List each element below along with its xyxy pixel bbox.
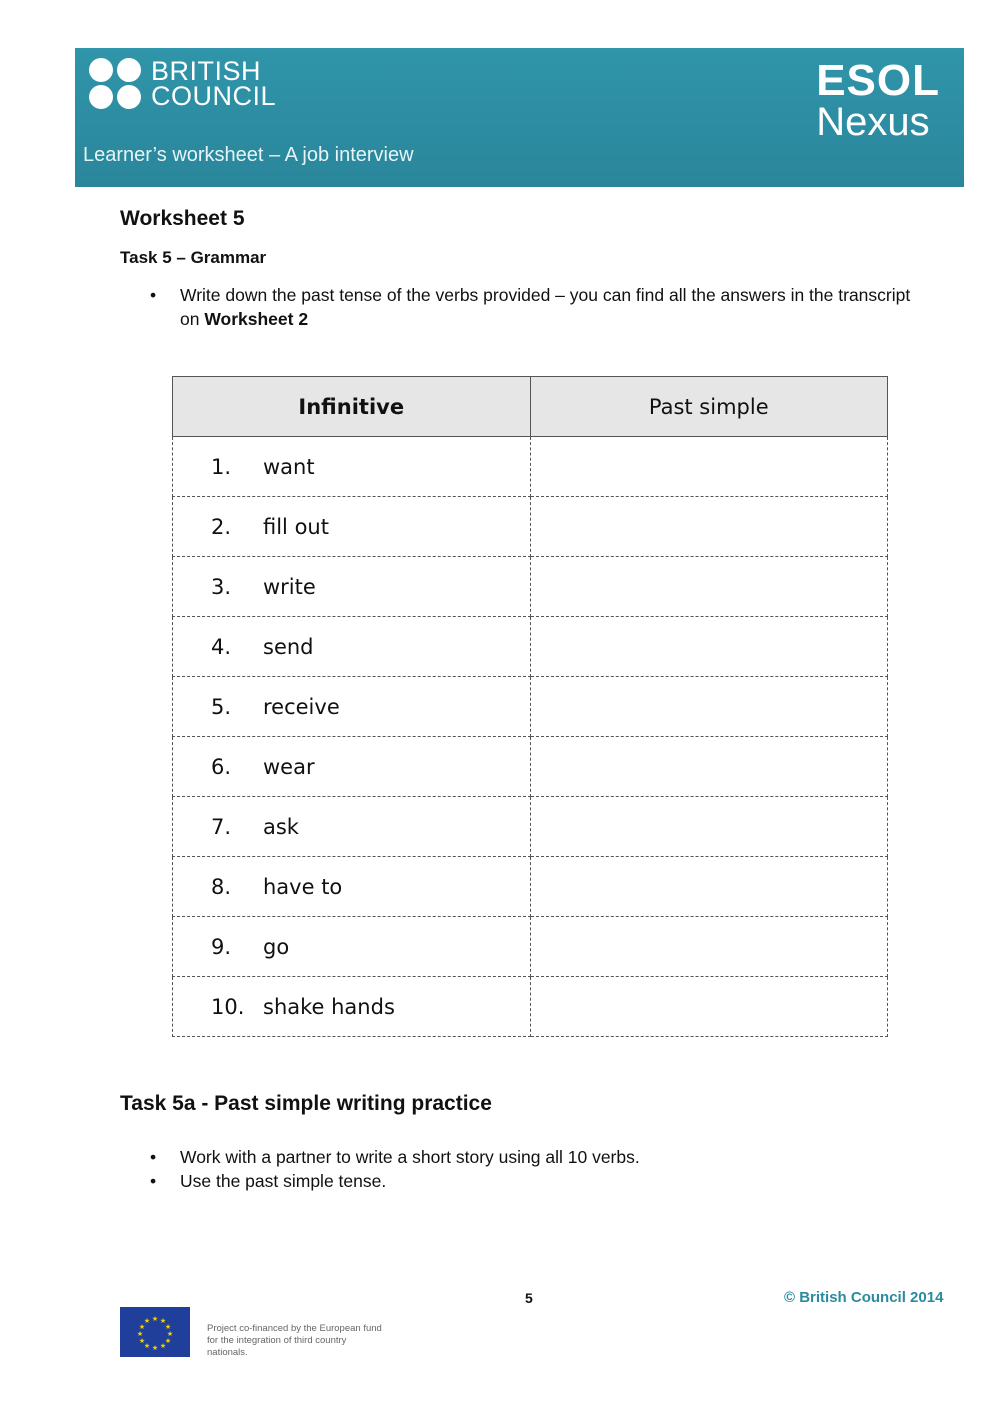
infinitive-cell bbox=[173, 857, 531, 917]
past-simple-answer-cell[interactable] bbox=[530, 737, 888, 797]
row-number: 9. bbox=[211, 934, 232, 959]
table-row bbox=[173, 557, 888, 617]
svg-text:★: ★ bbox=[151, 1344, 159, 1352]
task5-instruction bbox=[150, 283, 920, 331]
svg-text:★: ★ bbox=[138, 1337, 146, 1345]
header-past-simple: Past simple bbox=[530, 377, 888, 437]
row-number: 4. bbox=[211, 634, 232, 659]
past-simple-answer-cell[interactable] bbox=[530, 977, 888, 1037]
past-simple-answer-cell[interactable] bbox=[530, 557, 888, 617]
brand-line-2: COUNCIL bbox=[151, 81, 277, 111]
eu-funding-note: Project co-financed by the European fund for the integration of third country nationals. bbox=[207, 1323, 382, 1358]
past-simple-answer-cell[interactable] bbox=[530, 497, 888, 557]
task5-instructions bbox=[150, 283, 920, 331]
table-header-row bbox=[173, 377, 888, 437]
table-row bbox=[173, 497, 888, 557]
verb-text: want bbox=[263, 454, 315, 479]
svg-text:★: ★ bbox=[159, 1342, 167, 1350]
verb-text: receive bbox=[263, 694, 340, 719]
svg-text:★: ★ bbox=[136, 1330, 144, 1338]
row-number: 1. bbox=[211, 454, 232, 479]
task5a-bullet: • Work with a partner to write a short story using all 10 verbs. bbox=[150, 1145, 850, 1169]
table-row bbox=[173, 677, 888, 737]
esol-logo-line-1: ESOL bbox=[816, 56, 940, 105]
row-number: 8. bbox=[211, 874, 232, 899]
row-number: 3. bbox=[211, 574, 232, 599]
infinitive-cell bbox=[173, 497, 531, 557]
verb-table bbox=[172, 376, 888, 1037]
table-row bbox=[173, 917, 888, 977]
british-council-logo bbox=[89, 58, 276, 110]
instruction-text: Write down the past tense of the verbs provided – you can find all the answers in the transcript on bbox=[180, 285, 911, 329]
verb-text: wear bbox=[263, 754, 315, 779]
table-row bbox=[173, 437, 888, 497]
infinitive-cell bbox=[173, 977, 531, 1037]
task5a-bullets bbox=[150, 1145, 850, 1193]
infinitive-cell bbox=[173, 797, 531, 857]
esol-nexus-logo bbox=[816, 56, 940, 144]
svg-text:★: ★ bbox=[138, 1323, 146, 1331]
past-simple-answer-cell[interactable] bbox=[530, 797, 888, 857]
infinitive-cell bbox=[173, 617, 531, 677]
esol-logo-line-2: Nexus bbox=[816, 100, 930, 144]
infinitive-cell bbox=[173, 557, 531, 617]
instruction-bold: Worksheet 2 bbox=[204, 309, 309, 329]
worksheet-title: Worksheet 5 bbox=[120, 207, 245, 230]
table-row bbox=[173, 737, 888, 797]
past-simple-answer-cell[interactable] bbox=[530, 677, 888, 737]
past-simple-answer-cell[interactable] bbox=[530, 617, 888, 677]
infinitive-cell bbox=[173, 737, 531, 797]
past-simple-answer-cell[interactable] bbox=[530, 917, 888, 977]
table-row bbox=[173, 617, 888, 677]
svg-text:★: ★ bbox=[143, 1317, 151, 1325]
svg-text:★: ★ bbox=[164, 1337, 172, 1345]
row-number: 7. bbox=[211, 814, 232, 839]
verb-text: go bbox=[263, 934, 290, 959]
infinitive-cell bbox=[173, 437, 531, 497]
svg-text:★: ★ bbox=[166, 1330, 174, 1338]
verb-text: fill out bbox=[263, 514, 329, 539]
verb-text: shake hands bbox=[263, 994, 395, 1019]
row-number: 2. bbox=[211, 514, 232, 539]
row-number: 6. bbox=[211, 754, 232, 779]
infinitive-cell bbox=[173, 917, 531, 977]
svg-text:★: ★ bbox=[159, 1317, 167, 1325]
page-number: 5 bbox=[525, 1290, 533, 1306]
svg-text:★: ★ bbox=[143, 1342, 151, 1350]
infinitive-cell bbox=[173, 677, 531, 737]
verb-text: have to bbox=[263, 874, 343, 899]
header-banner bbox=[75, 48, 964, 187]
row-number: 5. bbox=[211, 694, 232, 719]
header-infinitive: Infinitive bbox=[173, 377, 531, 437]
verb-text: ask bbox=[263, 814, 299, 839]
copyright: © British Council 2014 bbox=[784, 1289, 944, 1306]
past-simple-answer-cell[interactable] bbox=[530, 437, 888, 497]
svg-text:★: ★ bbox=[164, 1323, 172, 1331]
row-number: 10. bbox=[211, 994, 245, 1019]
table-row bbox=[173, 797, 888, 857]
verb-text: write bbox=[263, 574, 316, 599]
brand-line-1: BRITISH bbox=[151, 56, 262, 86]
table-row bbox=[173, 857, 888, 917]
banner-subtitle: Learner’s worksheet – A job interview bbox=[83, 144, 414, 166]
table-row bbox=[173, 977, 888, 1037]
task5-title: Task 5 – Grammar bbox=[120, 248, 267, 267]
eu-flag-icon bbox=[120, 1307, 190, 1357]
past-simple-answer-cell[interactable] bbox=[530, 857, 888, 917]
verb-text: send bbox=[263, 634, 314, 659]
svg-text:★: ★ bbox=[151, 1315, 159, 1323]
task5a-title: Task 5a - Past simple writing practice bbox=[120, 1092, 492, 1115]
british-council-dots-icon bbox=[89, 58, 143, 110]
task5a-bullet: • Use the past simple tense. bbox=[150, 1169, 850, 1193]
